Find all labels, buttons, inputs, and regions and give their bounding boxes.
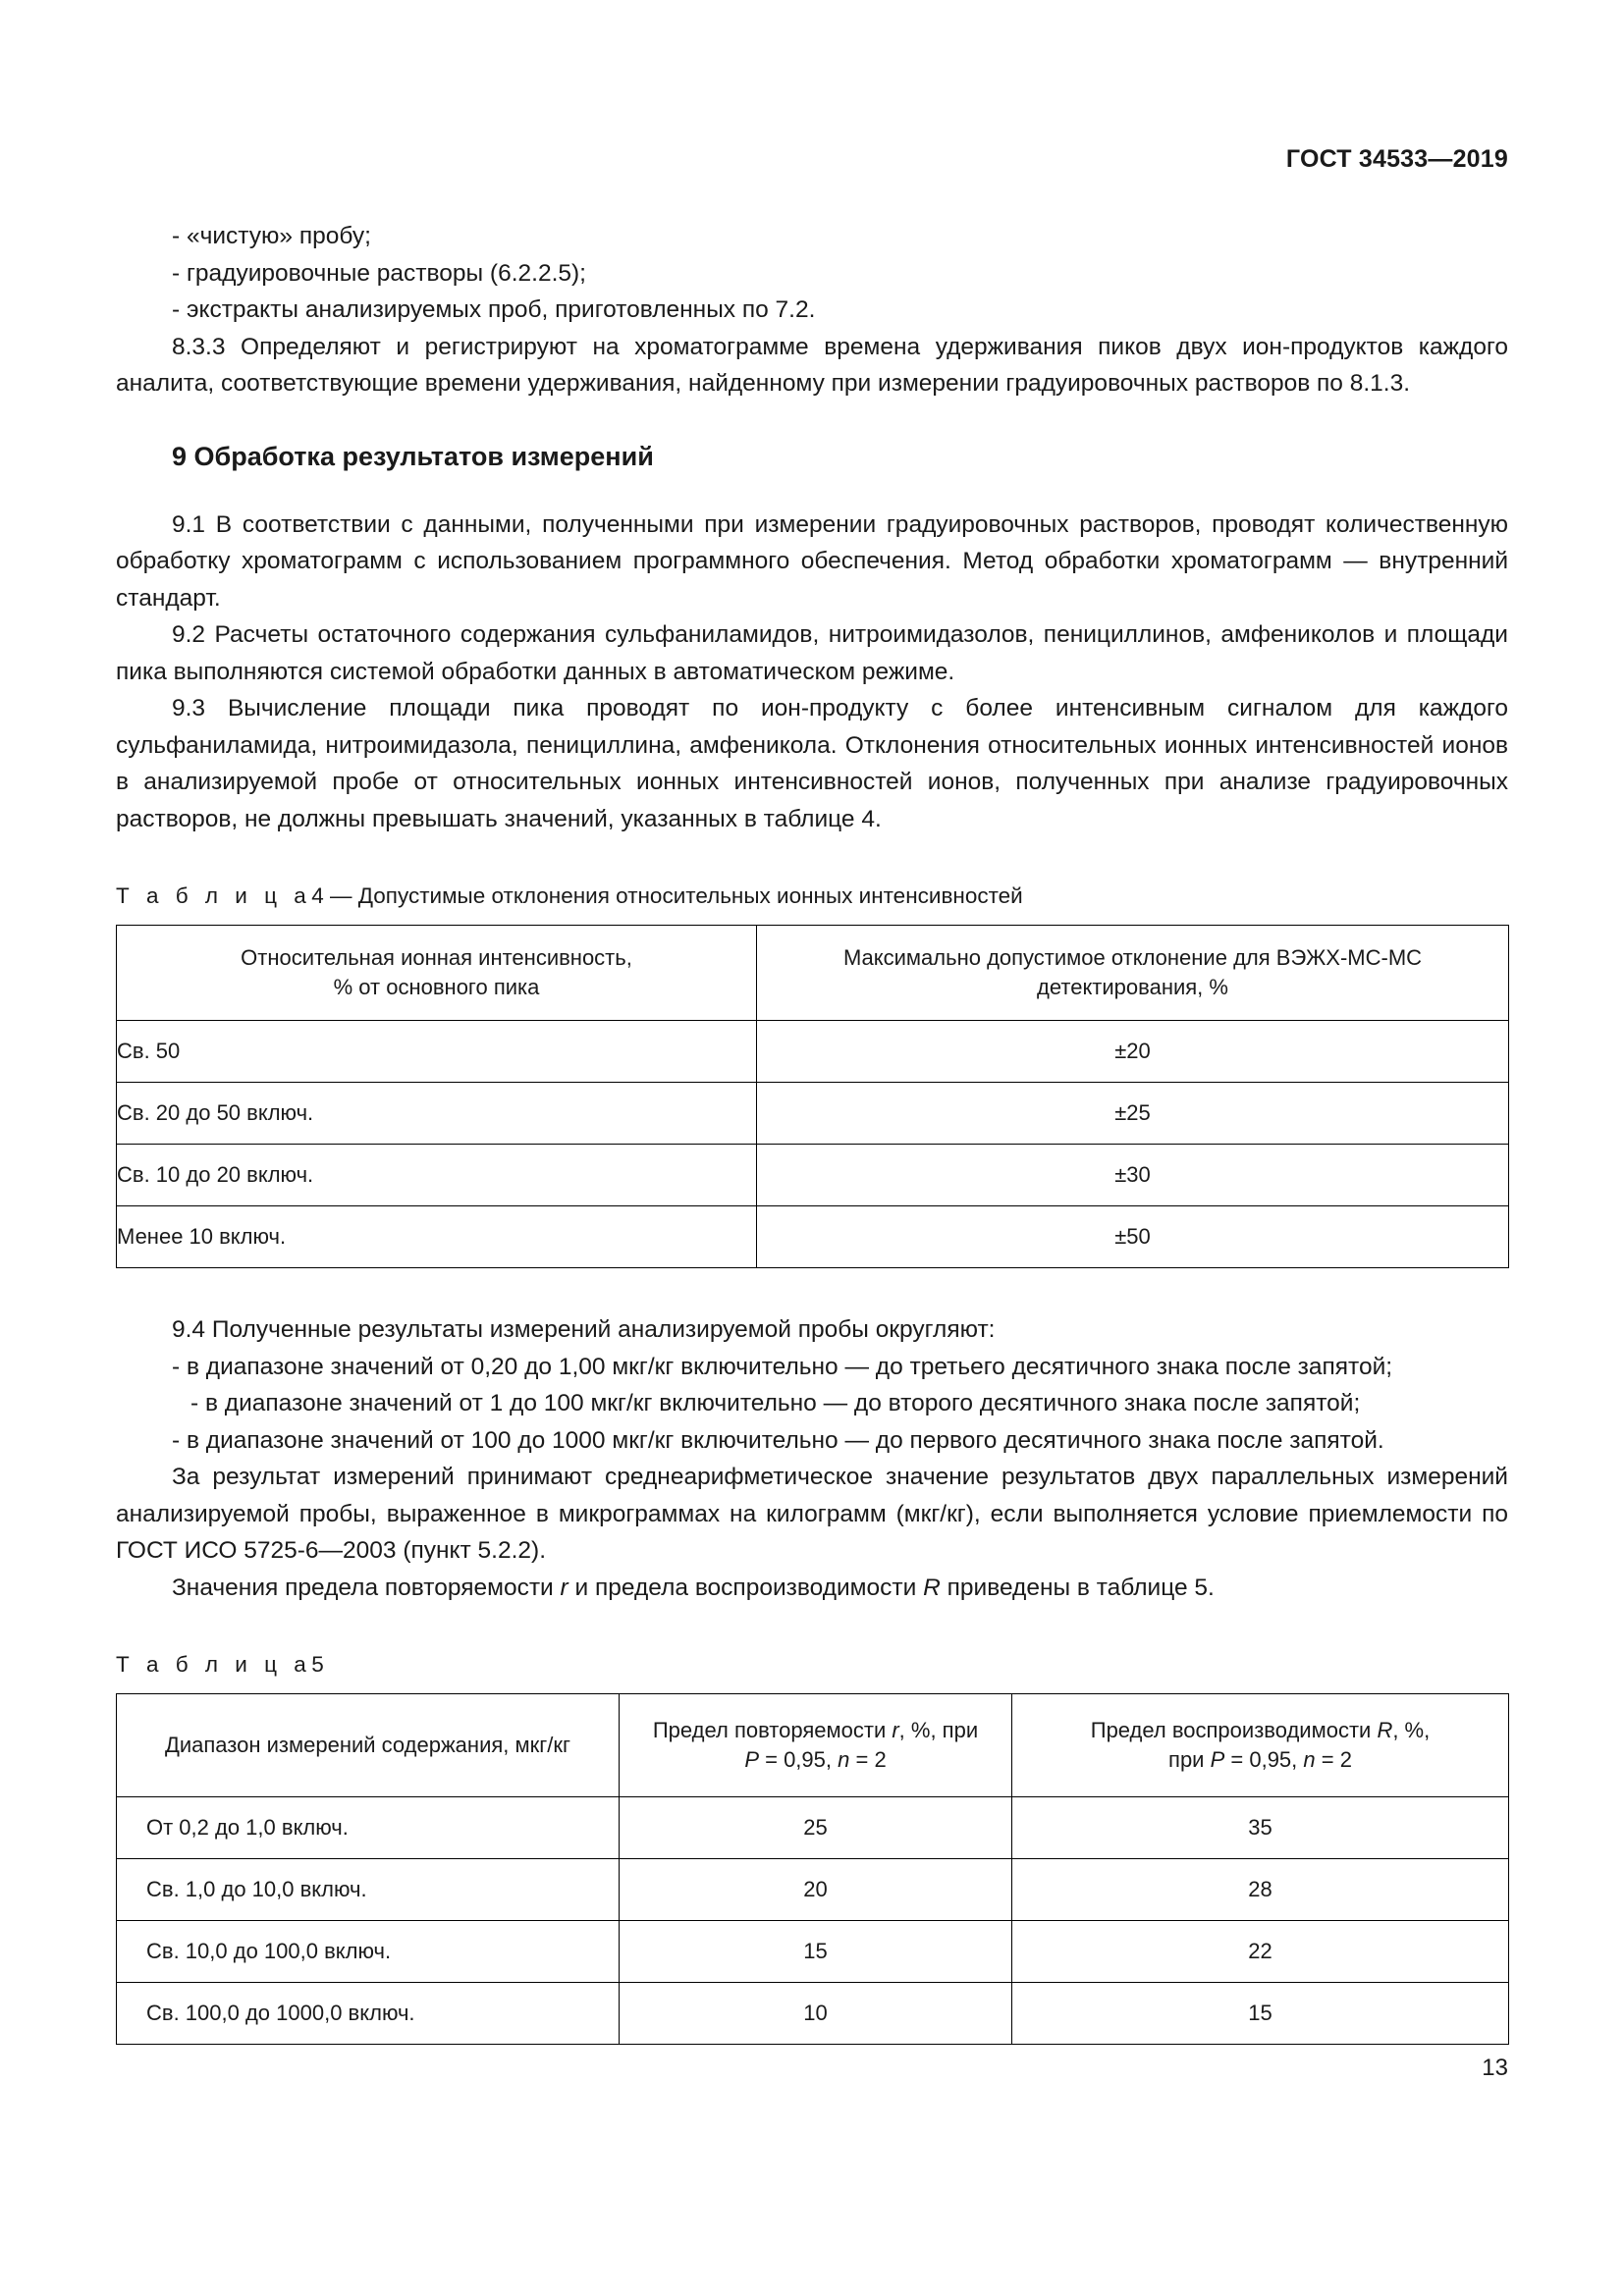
header-line-2-mid: = 0,95, bbox=[759, 1747, 839, 1772]
header-line-2-post: = 2 bbox=[849, 1747, 887, 1772]
table-5-column-header-range bbox=[117, 1694, 620, 1797]
table-row bbox=[117, 1797, 1509, 1859]
header-line-1-pre: Предел повторяемости bbox=[652, 1718, 893, 1742]
table-4-cell-range: Менее 10 включ. bbox=[117, 1206, 757, 1268]
table-5-cell-repeatability: 15 bbox=[620, 1921, 1012, 1983]
table-5-caption bbox=[116, 1650, 1508, 1680]
section-heading-9: 9 Обработка результатов измерений bbox=[172, 441, 654, 471]
header-line-2-post: = 2 bbox=[1315, 1747, 1352, 1772]
header-line-1-post: , %, при bbox=[898, 1718, 979, 1742]
table-4-caption-word: Т а б л и ц а bbox=[116, 883, 312, 908]
table-4-header-row bbox=[117, 926, 1509, 1021]
page-number: 13 bbox=[1482, 2055, 1508, 2081]
table-4-cell-range: Св. 50 bbox=[117, 1021, 757, 1083]
table-5-cell-range: Св. 1,0 до 10,0 включ. bbox=[117, 1859, 620, 1921]
table-5-cell-range: От 0,2 до 1,0 включ. bbox=[117, 1797, 620, 1859]
table-4-header-line-1: Относительная ионная интенсивность, bbox=[241, 945, 632, 970]
list-item-sample-extracts: - экстракты анализируемых проб, приготовленных по 7.2. bbox=[172, 296, 816, 323]
table-row bbox=[117, 1021, 1509, 1083]
symbol-R-capital: R bbox=[923, 1574, 941, 1601]
table-5-cell-reproducibility: 35 bbox=[1012, 1797, 1509, 1859]
paragraph-measurement-result: За результат измерений принимают среднеарифметическое значение результатов двух параллельных измерений анализируемой пробы, выраженное в микрограммах на килограмм (мкг/кг), если выполняется условие приемлемости по ГОСТ ИСО 5725-6—2003 (пункт 5.2.2). bbox=[116, 1464, 1508, 1564]
table-4-caption bbox=[116, 881, 1508, 911]
paragraph-9-4-item-a: - в диапазоне значений от 0,20 до 1,00 мкг/кг включительно — до третьего десятичного знака после запятой; bbox=[172, 1353, 1393, 1380]
table-4-cell-deviation: ±25 bbox=[757, 1083, 1509, 1145]
limits-text-mid: и предела воспроизводимости bbox=[568, 1574, 924, 1601]
table-5-cell-reproducibility: 22 bbox=[1012, 1921, 1509, 1983]
symbol-R-capital: R bbox=[1377, 1718, 1393, 1742]
table-5-header-text: Диапазон измерений содержания, мкг/кг bbox=[164, 1733, 571, 1757]
header-line-1-post: , %, bbox=[1392, 1718, 1431, 1742]
table-4-header-line-2: детектирования, % bbox=[1037, 975, 1228, 999]
paragraph-9-3: 9.3 Вычисление площади пика проводят по ион-продукту с более интенсивным сигналом для каждого сульфаниламида, нитроимидазола, пенициллина, амфеникола. Отклонения относительных ионных интенсивностей ионов в анализируемой пробе от относительных ионных интенсивностей ионов, полученных при анализе градуировочных растворов, не должны превышать значений, указанных в таблице 4. bbox=[116, 695, 1508, 832]
symbol-P: P bbox=[1210, 1747, 1225, 1772]
table-5-cell-repeatability: 10 bbox=[620, 1983, 1012, 2045]
spacer bbox=[116, 1268, 1508, 1311]
table-5-column-header-reproducibility bbox=[1012, 1694, 1509, 1797]
table-5-cell-repeatability: 20 bbox=[620, 1859, 1012, 1921]
symbol-P: P bbox=[744, 1747, 759, 1772]
table-4-ion-intensity-deviations bbox=[116, 925, 1509, 1268]
spacer bbox=[116, 473, 1508, 507]
table-4-cell-deviation: ±20 bbox=[757, 1021, 1509, 1083]
table-row bbox=[117, 1983, 1509, 2045]
table-row bbox=[117, 1206, 1509, 1268]
table-5-column-header-repeatability bbox=[620, 1694, 1012, 1797]
symbol-r: r bbox=[560, 1574, 568, 1601]
table-4-header-line-1: Максимально допустимое отклонение для ВЭЖХ-МС-МС bbox=[842, 945, 1423, 970]
list-item-clean-sample: - «чистую» пробу; bbox=[172, 223, 371, 249]
table-4-column-header-deviation bbox=[757, 926, 1509, 1021]
header-line-2-pre: при bbox=[1168, 1747, 1211, 1772]
paragraph-9-2: 9.2 Расчеты остаточного содержания сульфаниламидов, нитроимидазолов, пенициллинов, амфениколов и площади пика выполняются системой обработки данных в автоматическом режиме. bbox=[116, 621, 1508, 685]
spacer bbox=[116, 837, 1508, 881]
header-line-1-pre: Предел воспроизводимости bbox=[1090, 1718, 1378, 1742]
table-5-caption-word: Т а б л и ц а bbox=[116, 1652, 312, 1677]
table-4-caption-number: 4 bbox=[311, 883, 324, 908]
table-5-cell-reproducibility: 15 bbox=[1012, 1983, 1509, 2045]
table-row bbox=[117, 1921, 1509, 1983]
limits-text-pre: Значения предела повторяемости bbox=[172, 1574, 561, 1601]
table-4-header-line-2: % от основного пика bbox=[333, 975, 540, 999]
table-5-cell-repeatability: 25 bbox=[620, 1797, 1012, 1859]
table-4-cell-range: Св. 10 до 20 включ. bbox=[117, 1145, 757, 1206]
table-row bbox=[117, 1083, 1509, 1145]
paragraph-9-4: 9.4 Полученные результаты измерений анализируемой пробы округляют: bbox=[172, 1316, 996, 1343]
page-header-standard-number: ГОСТ 34533—2019 bbox=[1285, 145, 1508, 173]
list-item-calibration-solutions: - градуировочные растворы (6.2.2.5); bbox=[172, 259, 586, 287]
table-row bbox=[117, 1859, 1509, 1921]
table-5-cell-reproducibility: 28 bbox=[1012, 1859, 1509, 1921]
limits-text-post: приведены в таблице 5. bbox=[940, 1574, 1215, 1601]
table-5-cell-range: Св. 100,0 до 1000,0 включ. bbox=[117, 1983, 620, 2045]
table-4-caption-title: Допустимые отклонения относительных ионных интенсивностей bbox=[357, 883, 1023, 908]
spacer bbox=[116, 402, 1508, 440]
header-line-2-mid: = 0,95, bbox=[1224, 1747, 1304, 1772]
paragraph-repeatability-limits bbox=[116, 1570, 1508, 1607]
symbol-n: n bbox=[1303, 1747, 1316, 1772]
symbol-n: n bbox=[838, 1747, 850, 1772]
table-5-repeatability-reproducibility bbox=[116, 1693, 1509, 2045]
table-4-cell-deviation: ±50 bbox=[757, 1206, 1509, 1268]
table-4-cell-deviation: ±30 bbox=[757, 1145, 1509, 1206]
spacer bbox=[116, 911, 1508, 925]
paragraph-9-4-item-c: - в диапазоне значений от 100 до 1000 мкг/кг включительно — до первого десятичного знака после запятой. bbox=[172, 1426, 1384, 1454]
table-4-caption-dash: — bbox=[323, 883, 358, 908]
spacer bbox=[116, 1680, 1508, 1693]
document-body bbox=[116, 218, 1508, 2045]
table-4-column-header-intensity bbox=[117, 926, 757, 1021]
paragraph-9-1: 9.1 В соответствии с данными, полученными при измерении градуировочных растворов, проводят количественную обработку хроматограмм с использованием программного обеспечения. Метод обработки хроматограмм — внутренний стандарт. bbox=[116, 510, 1508, 612]
paragraph-9-4-item-b: - в диапазоне значений от 1 до 100 мкг/кг включительно — до второго десятичного знака после запятой; bbox=[190, 1390, 1361, 1416]
table-5-header-row bbox=[117, 1694, 1509, 1797]
table-4-cell-range: Св. 20 до 50 включ. bbox=[117, 1083, 757, 1145]
symbol-r: r bbox=[892, 1718, 899, 1742]
table-row bbox=[117, 1145, 1509, 1206]
table-5-cell-range: Св. 10,0 до 100,0 включ. bbox=[117, 1921, 620, 1983]
spacer bbox=[116, 1606, 1508, 1650]
table-5-caption-number: 5 bbox=[311, 1652, 324, 1677]
paragraph-8-3-3: 8.3.3 Определяют и регистрируют на хроматограмме времена удерживания пиков двух ион-продуктов каждого аналита, соответствующие времени удерживания, найденному при измерении градуировочных растворов по 8.1.3. bbox=[116, 333, 1508, 397]
